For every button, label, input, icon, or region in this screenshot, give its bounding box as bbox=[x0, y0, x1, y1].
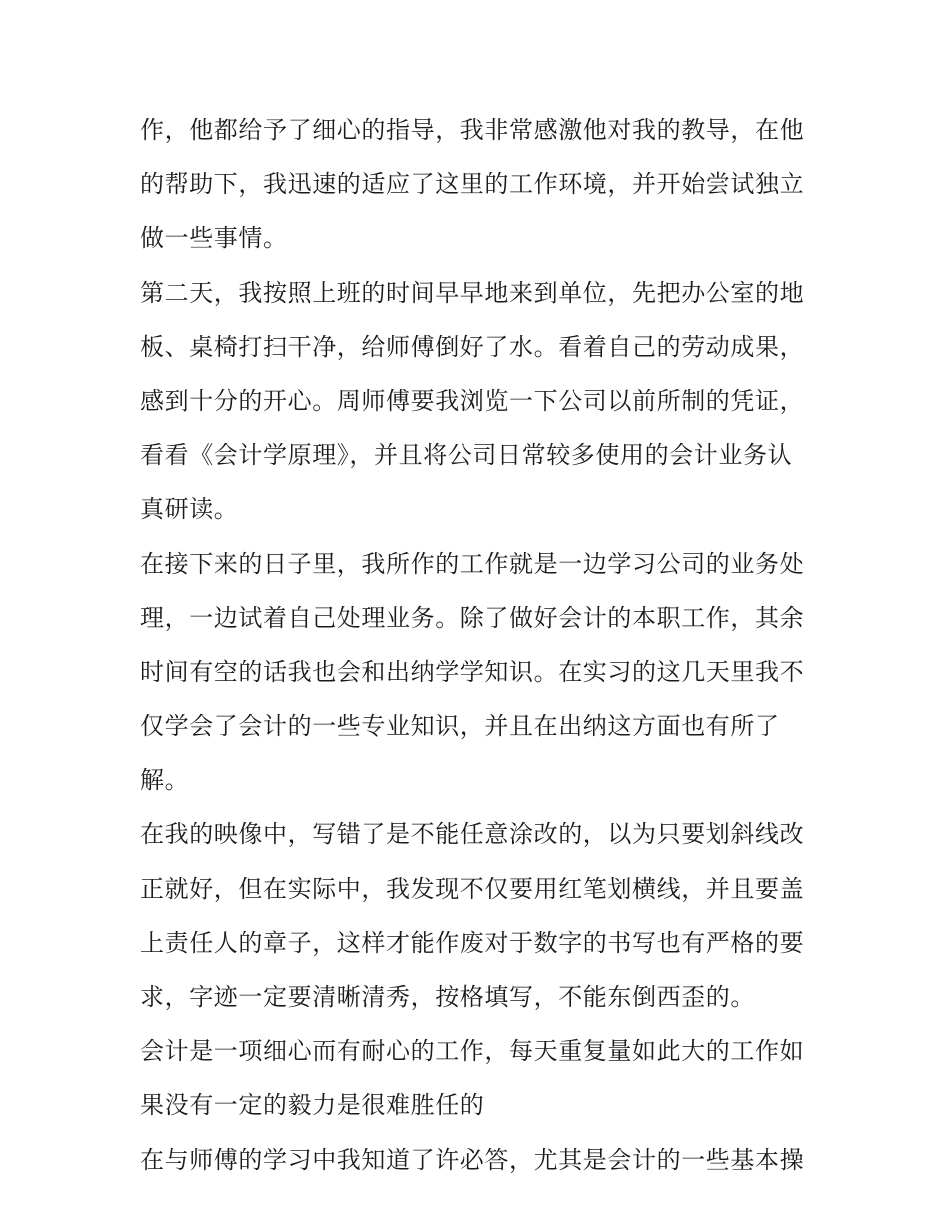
text-line: 在接下来的日子里，我所作的工作就是一边学习公司的业务处 bbox=[140, 549, 805, 578]
text-line: 在我的映像中，写错了是不能任意涂改的，以为只要划斜线改 bbox=[140, 820, 805, 849]
text-line: 时间有空的话我也会和出纳学学知识。在实习的这几天里我不 bbox=[140, 657, 805, 686]
text-line: 作，他都给予了细心的指导，我非常感激他对我的教导，在他 bbox=[140, 116, 805, 144]
text-line: 在与师傅的学习中我知道了许必答，尤其是会计的一些基本操 bbox=[140, 1145, 805, 1174]
text-line: 果没有一定的毅力是很难胜任的 bbox=[140, 1091, 485, 1120]
text-line: 做一些事情。 bbox=[140, 224, 288, 253]
text-line: 正就好，但在实际中，我发现不仅要用红笔划横线，并且要盖 bbox=[140, 874, 805, 903]
text-line: 解。 bbox=[140, 766, 190, 795]
text-line: 板、桌椅打扫干净，给师傅倒好了水。看着自己的劳动成果， bbox=[140, 332, 805, 361]
text-line: 真研读。 bbox=[140, 495, 239, 524]
text-line: 理，一边试着自己处理业务。除了做好会计的本职工作，其余 bbox=[140, 603, 805, 632]
text-line: 看看《会计学原理》，并且将公司日常较多使用的会计业务认 bbox=[140, 441, 793, 470]
text-line: 第二天，我按照上班的时间早早地来到单位，先把办公室的地 bbox=[140, 278, 805, 307]
text-line: 仅学会了会计的一些专业知识，并且在出纳这方面也有所了 bbox=[140, 712, 780, 741]
text-line: 上责任人的章子，这样才能作废对于数字的书写也有严格的要 bbox=[140, 928, 805, 957]
text-line: 感到十分的开心。周师傅要我浏览一下公司以前所制的凭证， bbox=[140, 386, 805, 415]
text-line: 求，字迹一定要清晰清秀，按格填写，不能东倒西歪的。 bbox=[140, 983, 755, 1011]
text-line: 的帮助下，我迅速的适应了这里的工作环境，并开始尝试独立 bbox=[140, 170, 805, 199]
document-body bbox=[140, 103, 820, 1187]
text-line: 会计是一项细心而有耐心的工作，每天重复量如此大的工作如 bbox=[140, 1037, 805, 1066]
